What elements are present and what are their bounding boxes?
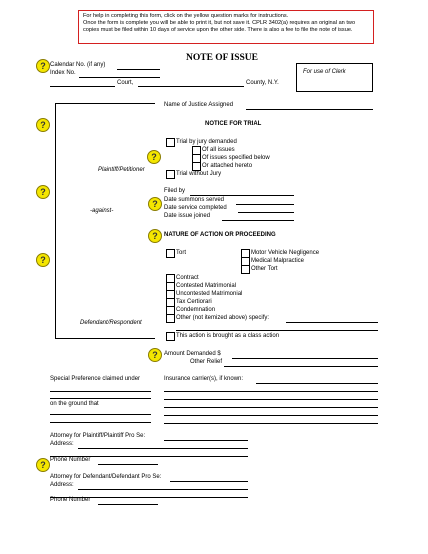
other-action-label: Other (not itemized above) specify: [176,315,270,321]
all-issues-label: Of all issues [202,147,235,153]
trial-by-jury-label: Trial by jury demanded [176,139,237,145]
ground-field-1[interactable] [50,414,151,415]
defendant-address-label: Address: [50,482,74,488]
against-label: -against- [90,208,114,214]
ground-label: on the ground that [50,401,99,407]
other-tort-label: Other Tort [251,266,278,272]
medical-malpractice-label: Medical Malpractice [251,258,305,264]
notice-for-trial-heading: NOTICE FOR TRIAL [205,121,262,127]
plaintiff-phone-field[interactable] [98,464,158,465]
attached-issues-checkbox[interactable] [192,162,201,171]
justice-assigned-label: Name of Justice Assigned [164,102,234,108]
justice-assigned-field[interactable] [246,109,373,110]
court-name-field[interactable] [50,86,115,87]
insurance-field-5[interactable] [164,415,378,416]
other-action-checkbox[interactable] [166,314,175,323]
index-no-field[interactable] [79,77,160,78]
plaintiff-address-field[interactable] [78,448,248,449]
defendant-attorney-field[interactable] [170,481,248,482]
plaintiff-phone-label: Phone Number [50,457,91,463]
help-icon-parties[interactable]: ? [36,185,50,199]
trial-without-jury-label: Trial without Jury [176,171,222,177]
other-action-field[interactable] [286,322,378,323]
page-title: NOTE OF ISSUE [186,53,258,63]
other-relief-field[interactable] [224,366,378,367]
help-icon-justice[interactable]: ? [36,118,50,132]
other-tort-checkbox[interactable] [241,265,250,274]
condemnation-label: Condemnation [176,307,216,313]
court-label: Court, [117,80,134,86]
defendant-phone-label: Phone Number [50,497,91,503]
other-action-field-2[interactable] [176,330,378,331]
help-instructions-box [78,10,374,44]
trial-without-jury-checkbox[interactable] [166,170,175,179]
calendar-no-label: Calendar No. (if any) [50,62,106,68]
service-completed-field[interactable] [238,212,294,213]
plaintiff-attorney-label: Attorney for Plaintiff/Plaintiff Pro Se: [50,433,146,439]
insurance-field-2[interactable] [164,391,378,392]
defendant-label: Defendant/Respondent [80,320,142,326]
clerk-use-label: For use of Clerk [303,69,346,75]
insurance-field-6[interactable] [164,423,378,424]
preference-field-2[interactable] [50,398,151,399]
plaintiff-attorney-field[interactable] [164,440,248,441]
index-no-label: Index No. [50,70,76,76]
specified-issues-label: Of issues specified below [202,155,270,161]
parties-bracket [55,103,155,339]
insurance-field-3[interactable] [164,399,378,400]
defendant-address-field[interactable] [78,489,248,490]
summons-served-label: Date summons served [164,197,225,203]
help-icon-notice-for-trial[interactable]: ? [147,150,161,164]
help-icon-amount-demanded[interactable]: ? [148,348,162,362]
contract-label: Contract [176,275,199,281]
contested-matrimonial-label: Contested Matrimonial [176,283,237,289]
plaintiff-label: Plaintiff/Petitioner [98,167,145,173]
filed-by-field[interactable] [190,195,294,196]
preference-field-1[interactable] [50,391,151,392]
class-action-checkbox[interactable] [166,332,175,341]
insurance-field-1[interactable] [256,383,378,384]
nature-of-action-heading: NATURE OF ACTION OR PROCEEDING [164,232,276,238]
county-name-field[interactable] [138,86,244,87]
amount-demanded-field[interactable] [232,358,378,359]
help-icon-nature-details[interactable]: ? [36,253,50,267]
amount-demanded-label: Amount Demanded $ [164,351,221,357]
help-icon-caption[interactable]: ? [36,59,50,73]
defendant-phone-field[interactable] [98,504,158,505]
county-label: County, N.Y. [246,80,279,86]
issue-joined-field[interactable] [222,220,294,221]
help-icon-nature-of-action[interactable]: ? [148,229,162,243]
filed-by-label: Filed by [164,188,186,194]
tax-certiorari-label: Tax Certiorari [176,299,212,305]
motor-vehicle-label: Motor Vehicle Negligence [251,250,320,256]
ground-field-2[interactable] [50,422,151,423]
attached-issues-label: Or attached hereto [202,163,253,169]
uncontested-matrimonial-label: Uncontested Matrimonial [176,291,243,297]
clerk-use-box [296,63,373,92]
other-relief-label: Other Relief [190,359,223,365]
help-icon-attorneys[interactable]: ? [36,458,50,472]
plaintiff-address-label: Address: [50,441,74,447]
insurance-field-4[interactable] [164,407,378,408]
tort-checkbox[interactable] [166,249,175,258]
tort-label: Tort [176,250,187,256]
help-text-line-2: Once the form is complete you will be able to print it, but not save it. CPLR 3402(a) requires an original an two copies must be filed within 10 days of service upon the other side. There is also a fee to file the note of issue. [83,19,356,33]
trial-by-jury-checkbox[interactable] [166,138,175,147]
class-action-label: This action is brought as a class action [176,333,280,339]
service-completed-label: Date service completed [164,205,227,211]
defendant-attorney-label: Attorney for Defendant/Defendant Pro Se: [50,474,162,480]
insurance-carrier-label: Insurance carrier(s), if known: [164,376,244,382]
summons-served-field[interactable] [236,204,294,205]
calendar-no-field[interactable] [117,69,160,70]
help-icon-filing-dates[interactable]: ? [148,197,162,211]
issue-joined-label: Date issue joined [164,213,211,219]
help-text-line-1: For help in completing this form, click on the yellow question marks for instructions. [83,13,289,19]
special-preference-label: Special Preference claimed under [50,376,141,382]
